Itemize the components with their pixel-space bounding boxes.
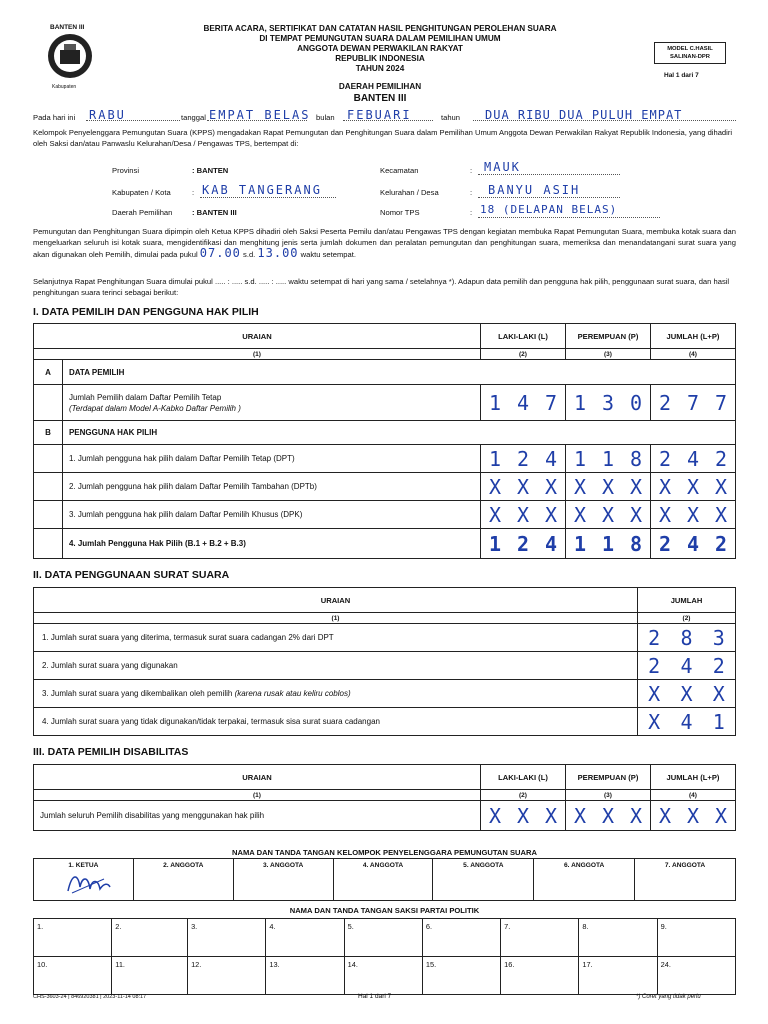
bulan-value: FEBUARI	[347, 108, 412, 122]
saksi-3: 3.	[188, 919, 266, 957]
section-2-title: II. DATA PENGGUNAAN SURAT SUARA	[33, 569, 230, 581]
handwritten-digit: X	[629, 803, 643, 828]
handwritten-digit: 4	[544, 446, 557, 471]
s2-num-1: (1)	[34, 613, 638, 624]
bulan-label: bulan	[316, 113, 335, 122]
s3-header-uraian: URAIAN	[34, 765, 481, 790]
handwritten-digit: 4	[686, 531, 699, 556]
s1-b-title: PENGGUNA HAK PILIH	[62, 421, 735, 445]
s3-num-4: (4)	[651, 790, 736, 801]
s1-a-l	[481, 391, 565, 415]
saksi-17: 17.	[579, 957, 657, 995]
s1-a-jml	[651, 391, 735, 415]
s2-num-2: (2)	[638, 613, 736, 624]
handwritten-digit: 2	[516, 531, 529, 556]
handwritten-digit: 1	[601, 531, 614, 556]
handwritten-digit: 1	[488, 390, 501, 415]
logo-top-text: BANTEN III	[50, 24, 85, 31]
handwritten-digit: X	[680, 681, 693, 706]
sd-label: s.d.	[243, 250, 256, 259]
saksi-8: 8.	[579, 919, 657, 957]
s1-row-3-label: 3. Jumlah pengguna hak pilih dalam Daftar Pemilih Khusus (DPK)	[62, 501, 480, 529]
header-line-5: TAHUN 2024	[355, 64, 405, 73]
section-1-title: I. DATA PEMILIH DAN PENGGUNA HAK PILIH	[33, 306, 259, 318]
kpps-signature-title: NAMA DAN TANDA TANGAN KELOMPOK PENYELENGGARA PEMUNGUTAN SUARA	[231, 848, 537, 857]
handwritten-digit: X	[714, 474, 727, 499]
provinsi-label: Provinsi	[112, 166, 140, 175]
handwritten-digit: 2	[648, 625, 661, 650]
saksi-24: 24.	[657, 957, 735, 995]
handwritten-digit: 1	[488, 446, 501, 471]
kecamatan-value: MAUK	[484, 160, 521, 174]
s1-num-2: (2)	[480, 349, 565, 360]
hari-value: RABU	[89, 108, 126, 122]
paragraph-2: Selanjutnya Rapat Penghitungan Suara dimulai pukul ..... : ..... s.d. ..... : ..... waktu setempat di hari yang sama / setelahnya *). Adapun data pemilih dan pengguna hak pilih, penggunaan surat suara, dan hasil penghitungan suara terinci sebagai berikut:	[33, 277, 730, 297]
header-line-4: REPUBLIK INDONESIA	[335, 54, 425, 63]
saksi-16: 16.	[501, 957, 579, 995]
s1-row-4	[34, 529, 736, 559]
handwritten-digit: X	[601, 502, 614, 527]
intro-date-line	[33, 108, 736, 127]
handwritten-digit: 4	[686, 446, 699, 471]
handwritten-digit: X	[601, 474, 614, 499]
handwritten-digit: X	[573, 803, 587, 828]
time-start: 07.00	[199, 246, 241, 260]
section-3-title: III. DATA PEMILIH DISABILITAS	[33, 746, 189, 758]
section-3-table	[33, 764, 736, 831]
tahun-label: tahun	[441, 113, 461, 122]
handwritten-digit: X	[573, 474, 586, 499]
s1-a-row-line2: (Terdapat dalam Model A-Kabko Daftar Pemilih )	[68, 403, 241, 413]
handwritten-digit: 4	[680, 709, 693, 734]
handwritten-digit: 8	[629, 531, 642, 556]
handwritten-digit: X	[686, 502, 699, 527]
s3-row	[34, 801, 736, 831]
handwritten-digit: 7	[686, 390, 699, 415]
handwritten-digit: 2	[658, 446, 671, 471]
handwritten-digit: X	[686, 474, 699, 499]
handwritten-digit: X	[714, 502, 727, 527]
handwritten-digit: 1	[488, 531, 501, 556]
s3-header-jml: JUMLAH (L+P)	[651, 765, 736, 790]
handwritten-digit: X	[516, 502, 529, 527]
s2-row-1	[34, 624, 736, 652]
model-box-line-2: SALINAN-DPR	[670, 53, 710, 60]
handwritten-digit: 0	[629, 390, 642, 415]
handwritten-digit: 7	[714, 390, 727, 415]
tanggal-label: tanggal	[181, 113, 206, 122]
handwritten-digit: X	[544, 474, 557, 499]
daerah-label: Daerah Pemilihan	[112, 208, 173, 217]
tanggal-value: EMPAT BELAS	[209, 108, 311, 122]
saksi-14: 14.	[344, 957, 422, 995]
saksi-signature-title: NAMA DAN TANDA TANGAN SAKSI PARTAI POLITIK	[289, 906, 480, 915]
s3-num-2: (2)	[481, 790, 566, 801]
handwritten-digit: X	[629, 502, 642, 527]
kpps-anggota-4: 4. ANGGOTA	[362, 862, 404, 869]
handwritten-digit: X	[516, 474, 529, 499]
s2-header-jumlah: JUMLAH	[638, 588, 736, 613]
s1-num-4: (4)	[650, 349, 735, 360]
handwritten-digit: X	[601, 803, 615, 828]
waktu-setempat: waktu setempat.	[300, 250, 356, 259]
kpps-anggota-5: 5. ANGGOTA	[463, 862, 504, 869]
header-line-3: ANGGOTA DEWAN PERWAKILAN RAKYAT	[297, 44, 463, 53]
handwritten-digit: 1	[601, 446, 614, 471]
section-2-table	[33, 587, 736, 736]
header-page-number: Hal 1 dari 7	[664, 72, 699, 79]
s1-row-2-label: 2. Jumlah pengguna hak pilih dalam Daftar Pemilih Tambahan (DPTb)	[62, 473, 480, 501]
handwritten-digit: X	[658, 474, 671, 499]
handwritten-digit: 2	[648, 653, 661, 678]
s2-row-4	[34, 708, 736, 736]
saksi-signature-table	[33, 918, 736, 995]
s1-a-title: DATA PEMILIH	[62, 360, 735, 385]
intro-text: Kelompok Penyelenggara Pemungutan Suara (KPPS) mengadakan Rapat Pemungutan dan Penghitungan Suara dalam Pemilihan Umum Anggota Dewan Perwakilan Rakyat Republik Indonesia, yang dihadiri oleh Saksi dan/atau Panwaslu Kelurahan/Desa / Pengawas TPS, bertempat di:	[33, 128, 733, 148]
handwritten-digit: 2	[658, 531, 671, 556]
s1-b-letter: B	[34, 421, 63, 445]
s1-row-3	[34, 501, 736, 529]
s1-row-4-label: 4. Jumlah Pengguna Hak Pilih (B.1 + B.2 + B.3)	[62, 529, 480, 559]
model-box-line-1: MODEL C.HASIL	[667, 46, 713, 52]
s1-header-jml: JUMLAH (L+P)	[650, 324, 735, 349]
s2-row-4-label: 4. Jumlah surat suara yang tidak digunakan/tidak terpakai, termasuk sisa surat suara cadangan	[34, 708, 638, 736]
s2-row-2-label: 2. Jumlah surat suara yang digunakan	[34, 652, 638, 680]
ketua-signature	[64, 869, 114, 897]
s2-row-3	[34, 680, 736, 708]
s3-header-l: LAKI-LAKI (L)	[481, 765, 566, 790]
handwritten-digit: 4	[516, 390, 529, 415]
handwritten-digit: 2	[712, 653, 725, 678]
handwritten-digit: 8	[680, 625, 693, 650]
handwritten-digit: 1	[573, 446, 586, 471]
s1-row-1	[34, 445, 736, 473]
tahun-value: DUA RIBU DUA PULUH EMPAT	[485, 108, 683, 122]
handwritten-digit: X	[573, 502, 586, 527]
handwritten-digit: 3	[601, 390, 614, 415]
s1-header-l: LAKI-LAKI (L)	[480, 324, 565, 349]
section-1-table	[33, 323, 736, 559]
handwritten-digit: 4	[680, 653, 693, 678]
kecamatan-label: Kecamatan	[380, 166, 419, 175]
s1-num-1: (1)	[34, 349, 481, 360]
s2-row-3-note: (karena rusak atau keliru coblos)	[234, 689, 351, 698]
handwritten-digit: X	[658, 502, 671, 527]
saksi-15: 15.	[422, 957, 500, 995]
daerah-pemilihan-value: BANTEN III	[353, 93, 407, 104]
handwritten-digit: X	[516, 803, 530, 828]
saksi-6: 6.	[422, 919, 500, 957]
footer-code: CHS-3603-24 | 846920381 | 2023-11-14 08:17	[33, 994, 147, 1000]
daerah-value: : BANTEN III	[192, 208, 237, 217]
s3-num-1: (1)	[34, 790, 481, 801]
kelurahan-value: BANYU ASIH	[488, 183, 581, 197]
handwritten-digit: X	[658, 803, 672, 828]
handwritten-digit: 7	[544, 390, 557, 415]
s1-a-p	[566, 391, 650, 415]
s1-a-row	[62, 385, 480, 421]
provinsi-value: : BANTEN	[192, 166, 229, 175]
handwritten-digit: X	[488, 474, 501, 499]
handwritten-digit: X	[686, 803, 700, 828]
saksi-11: 11.	[112, 957, 188, 995]
saksi-1: 1.	[34, 919, 112, 957]
saksi-7: 7.	[501, 919, 579, 957]
kelurahan-label: Kelurahan / Desa	[380, 188, 439, 197]
s1-row-2	[34, 473, 736, 501]
location-block: Provinsi : BANTEN Kabupaten / Kota : KAB TANGERANG Daerah Pemilihan : BANTEN III Kecamatan : MAUK Kelurahan / Desa : BANYU ASIH Nomor TPS : 18 (DELAPAN BELAS)	[112, 162, 732, 222]
s3-row-label: Jumlah seluruh Pemilih disabilitas yang menggunakan hak pilih	[34, 801, 481, 831]
handwritten-digit: 4	[544, 531, 557, 556]
s3-num-3: (3)	[566, 790, 651, 801]
time-end: 13.00	[257, 246, 299, 260]
pada-hari-label: Pada hari ini	[33, 113, 76, 122]
saksi-9: 9.	[657, 919, 735, 957]
kabupaten-label: Kabupaten / Kota	[112, 188, 171, 197]
handwritten-digit: 1	[712, 709, 725, 734]
handwritten-digit: X	[648, 681, 661, 706]
saksi-4: 4.	[266, 919, 344, 957]
s2-header-uraian: URAIAN	[34, 588, 638, 613]
s1-num-3: (3)	[565, 349, 650, 360]
handwritten-digit: 1	[573, 531, 586, 556]
daerah-pemilihan-label: DAERAH PEMILIHAN	[338, 82, 422, 91]
kpu-logo	[40, 22, 100, 92]
paragraph-1	[33, 226, 736, 260]
saksi-12: 12.	[188, 957, 266, 995]
s1-a-letter: A	[34, 360, 63, 385]
s1-header-uraian: URAIAN	[34, 324, 481, 349]
kpps-anggota-2: 2. ANGGOTA	[163, 862, 204, 869]
header-line-2: DI TEMPAT PEMUNGUTAN SUARA DALAM PEMILIHAN UMUM	[259, 34, 501, 43]
s2-row-2	[34, 652, 736, 680]
handwritten-digit: X	[648, 709, 661, 734]
saksi-10: 10.	[34, 957, 112, 995]
kpps-anggota-6: 6. ANGGOTA	[564, 862, 605, 869]
kpps-signature-table	[33, 858, 736, 901]
handwritten-digit: X	[544, 502, 557, 527]
handwritten-digit: 2	[516, 446, 529, 471]
paragraph-1-text: Pemungutan dan Penghitungan Suara dipimpin oleh Ketua KPPS dihadiri oleh Saksi Peserta Pemilu dan/atau Pengawas TPS dengan kegiatan membuka Rapat Pemungutan Suara, membuka kotak suara dan mengeluarkan seluruh isi kotak suara, mengidentifikasi dan menghitung jenis serta jumlah dokumen dan peralatan pemungutan dan penghitungan suara, memeriksa dan menandatangani surat suara yang akan digunakan oleh Pemilih, dimulai pada pukul	[33, 227, 736, 259]
s1-header-p: PEREMPUAN (P)	[565, 324, 650, 349]
saksi-2: 2.	[112, 919, 188, 957]
handwritten-digit: X	[629, 474, 642, 499]
s1-row-1-label: 1. Jumlah pengguna hak pilih dalam Daftar Pemilih Tetap (DPT)	[62, 445, 480, 473]
s3-header-p: PEREMPUAN (P)	[566, 765, 651, 790]
handwritten-digit: X	[544, 803, 558, 828]
kpps-anggota-3: 3. ANGGOTA	[262, 862, 304, 869]
handwritten-digit: 3	[712, 625, 725, 650]
handwritten-digit: 2	[714, 446, 727, 471]
s1-a-row-line1: Jumlah Pemilih dalam Daftar Pemilih Tetap	[68, 392, 222, 402]
s2-row-1-label: 1. Jumlah surat suara yang diterima, termasuk surat suara cadangan 2% dari DPT	[34, 624, 638, 652]
handwritten-digit: 1	[573, 390, 586, 415]
kabupaten-value: KAB TANGERANG	[202, 183, 322, 197]
logo-bottom-text: Kabupaten	[52, 84, 77, 90]
tps-value: 18 (DELAPAN BELAS)	[480, 203, 618, 216]
tps-label: Nomor TPS	[380, 208, 420, 217]
kpps-anggota-7: 7. ANGGOTA	[664, 862, 706, 869]
footer-note: *) Coret yang tidak perlu	[636, 994, 701, 1000]
s2-row-3-label: 3. Jumlah surat suara yang dikembalikan oleh pemilih	[42, 689, 233, 698]
handwritten-digit: X	[712, 681, 725, 706]
handwritten-digit: 2	[714, 531, 727, 556]
kpps-ketua: 1. KETUA	[34, 859, 134, 901]
handwritten-digit: X	[714, 803, 728, 828]
handwritten-digit: X	[488, 803, 502, 828]
saksi-13: 13.	[266, 957, 344, 995]
handwritten-digit: 2	[658, 390, 671, 415]
handwritten-digit: 8	[629, 446, 642, 471]
header-line-1: BERITA ACARA, SERTIFIKAT DAN CATATAN HASIL PENGHITUNGAN PEROLEHAN SUARA	[203, 24, 557, 33]
footer-page: Hal 1 dari 7	[358, 993, 392, 1000]
saksi-5: 5.	[344, 919, 422, 957]
handwritten-digit: X	[488, 502, 501, 527]
model-box	[654, 42, 726, 64]
